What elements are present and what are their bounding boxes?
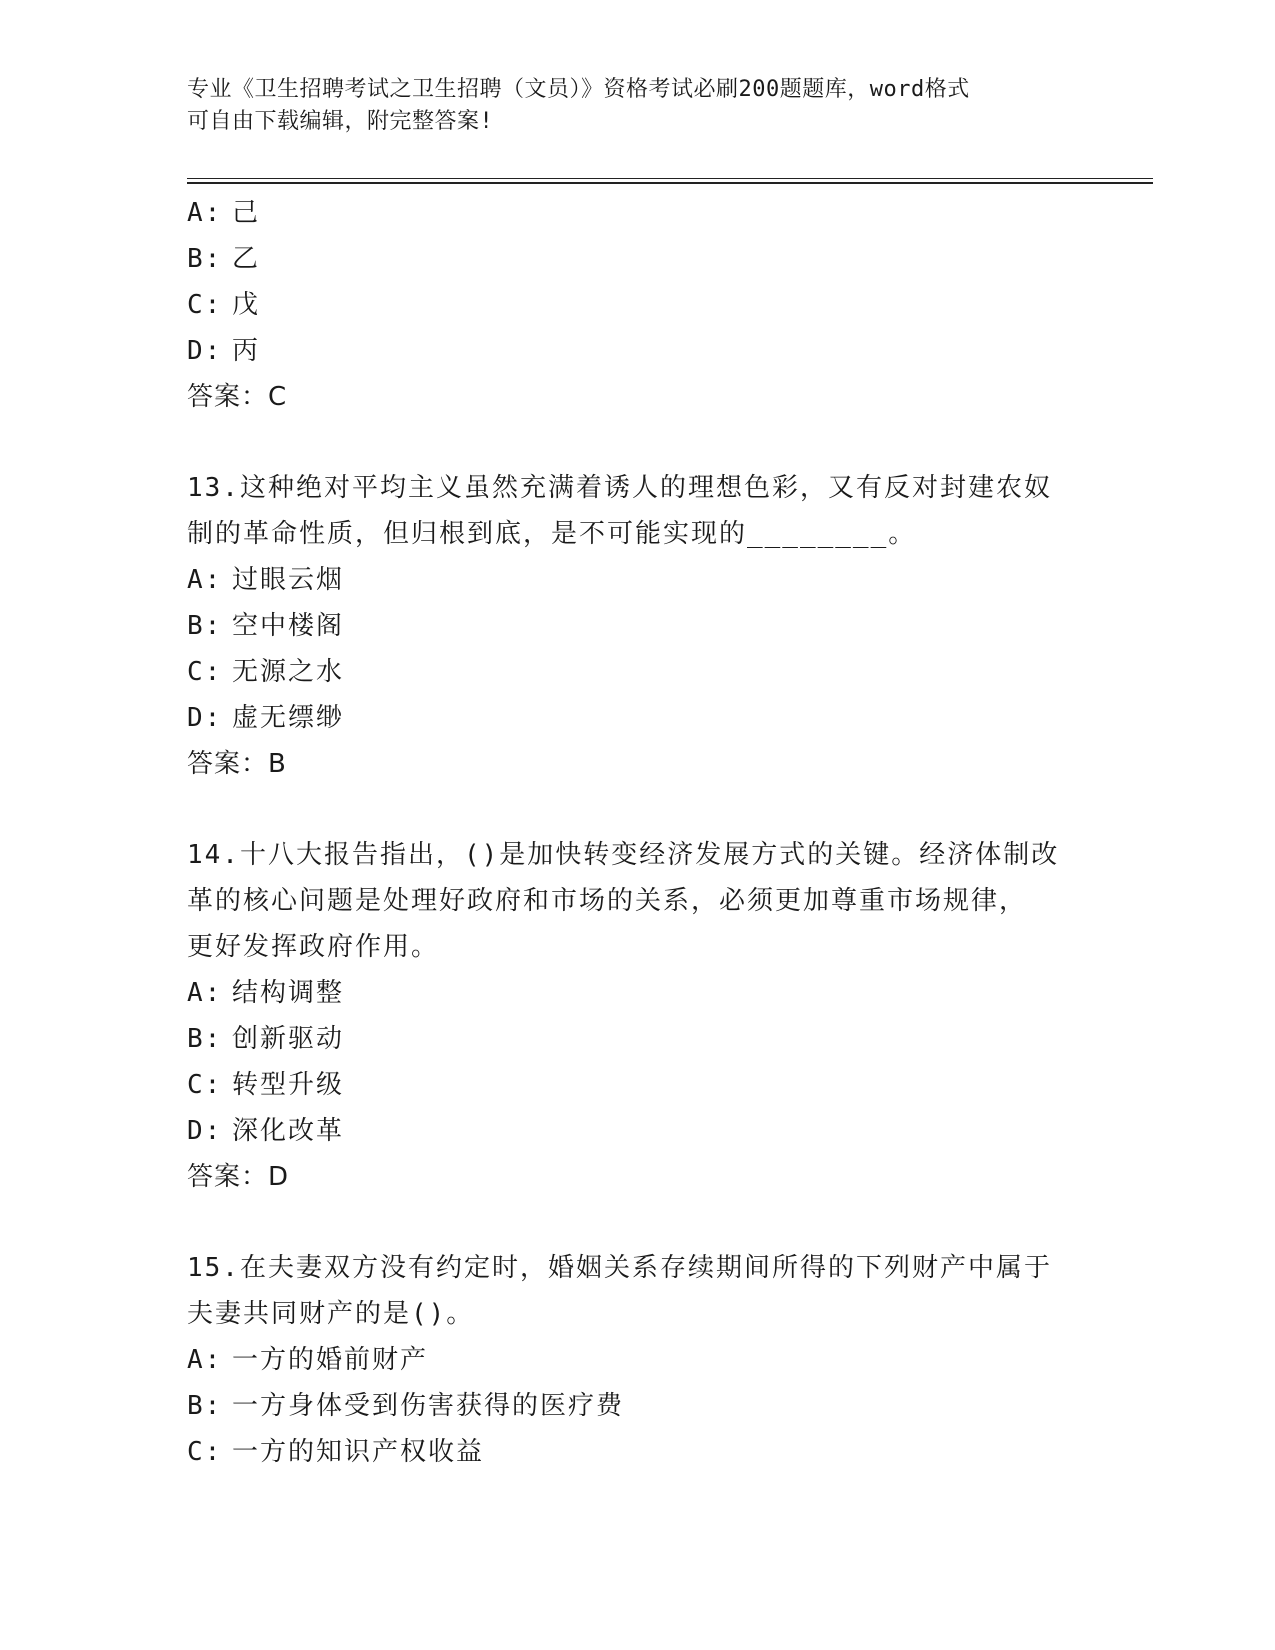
option-c: C: 无源之水 [187,657,345,687]
option-a: A: 过眼云烟 [187,565,345,595]
option-c: C: 戊 [187,290,261,320]
question-text-line: 革的核心问题是处理好政府和市场的关系，必须更加尊重市场规律， [187,886,1028,916]
document-header [187,74,1087,138]
option-b: B: 创新驱动 [187,1024,345,1054]
header-divider-bottom [187,182,1153,184]
option-b: B: 乙 [187,244,261,274]
answer-line: 答案：B [187,749,287,779]
question-text-line: 制的革命性质，但归根到底，是不可能实现的________。 [187,519,917,549]
question-gap [187,1200,1087,1245]
question-block-15 [187,1245,1087,1475]
option-b: B: 一方身体受到伤害获得的医疗费 [187,1391,625,1421]
option-d: D: 虚无缥缈 [187,703,345,733]
header-title-line-2: 可自由下载编辑，附完整答案! [187,109,494,134]
option-d: D: 深化改革 [187,1116,345,1146]
question-block-13 [187,465,1087,787]
answer-line: 答案：D [187,1162,290,1192]
option-a: A: 一方的婚前财产 [187,1345,429,1375]
answer-line: 答案：C [187,382,288,412]
header-divider-top [187,178,1153,179]
header-title-line-1: 专业《卫生招聘考试之卫生招聘（文员）》资格考试必刷200题题库，word格式 [187,77,970,102]
question-gap [187,420,1087,465]
option-d: D: 丙 [187,336,261,366]
option-b: B: 空中楼阁 [187,611,345,641]
question-text-line: 14.十八大报告指出，()是加快转变经济发展方式的关键。经济体制改 [187,840,1060,870]
question-text-line: 夫妻共同财产的是()。 [187,1299,475,1329]
question-text-line: 15.在夫妻双方没有约定时，婚姻关系存续期间所得的下列财产中属于 [187,1253,1052,1283]
option-c: C: 转型升级 [187,1070,345,1100]
question-block-12 [187,190,1087,420]
option-a: A: 己 [187,198,261,228]
question-block-14 [187,832,1087,1200]
question-gap [187,787,1087,832]
option-c: C: 一方的知识产权收益 [187,1437,485,1467]
option-a: A: 结构调整 [187,978,345,1008]
question-text-line: 更好发挥政府作用。 [187,932,440,962]
question-list [187,190,1087,1475]
question-text-line: 13.这种绝对平均主义虽然充满着诱人的理想色彩，又有反对封建农奴 [187,473,1052,503]
